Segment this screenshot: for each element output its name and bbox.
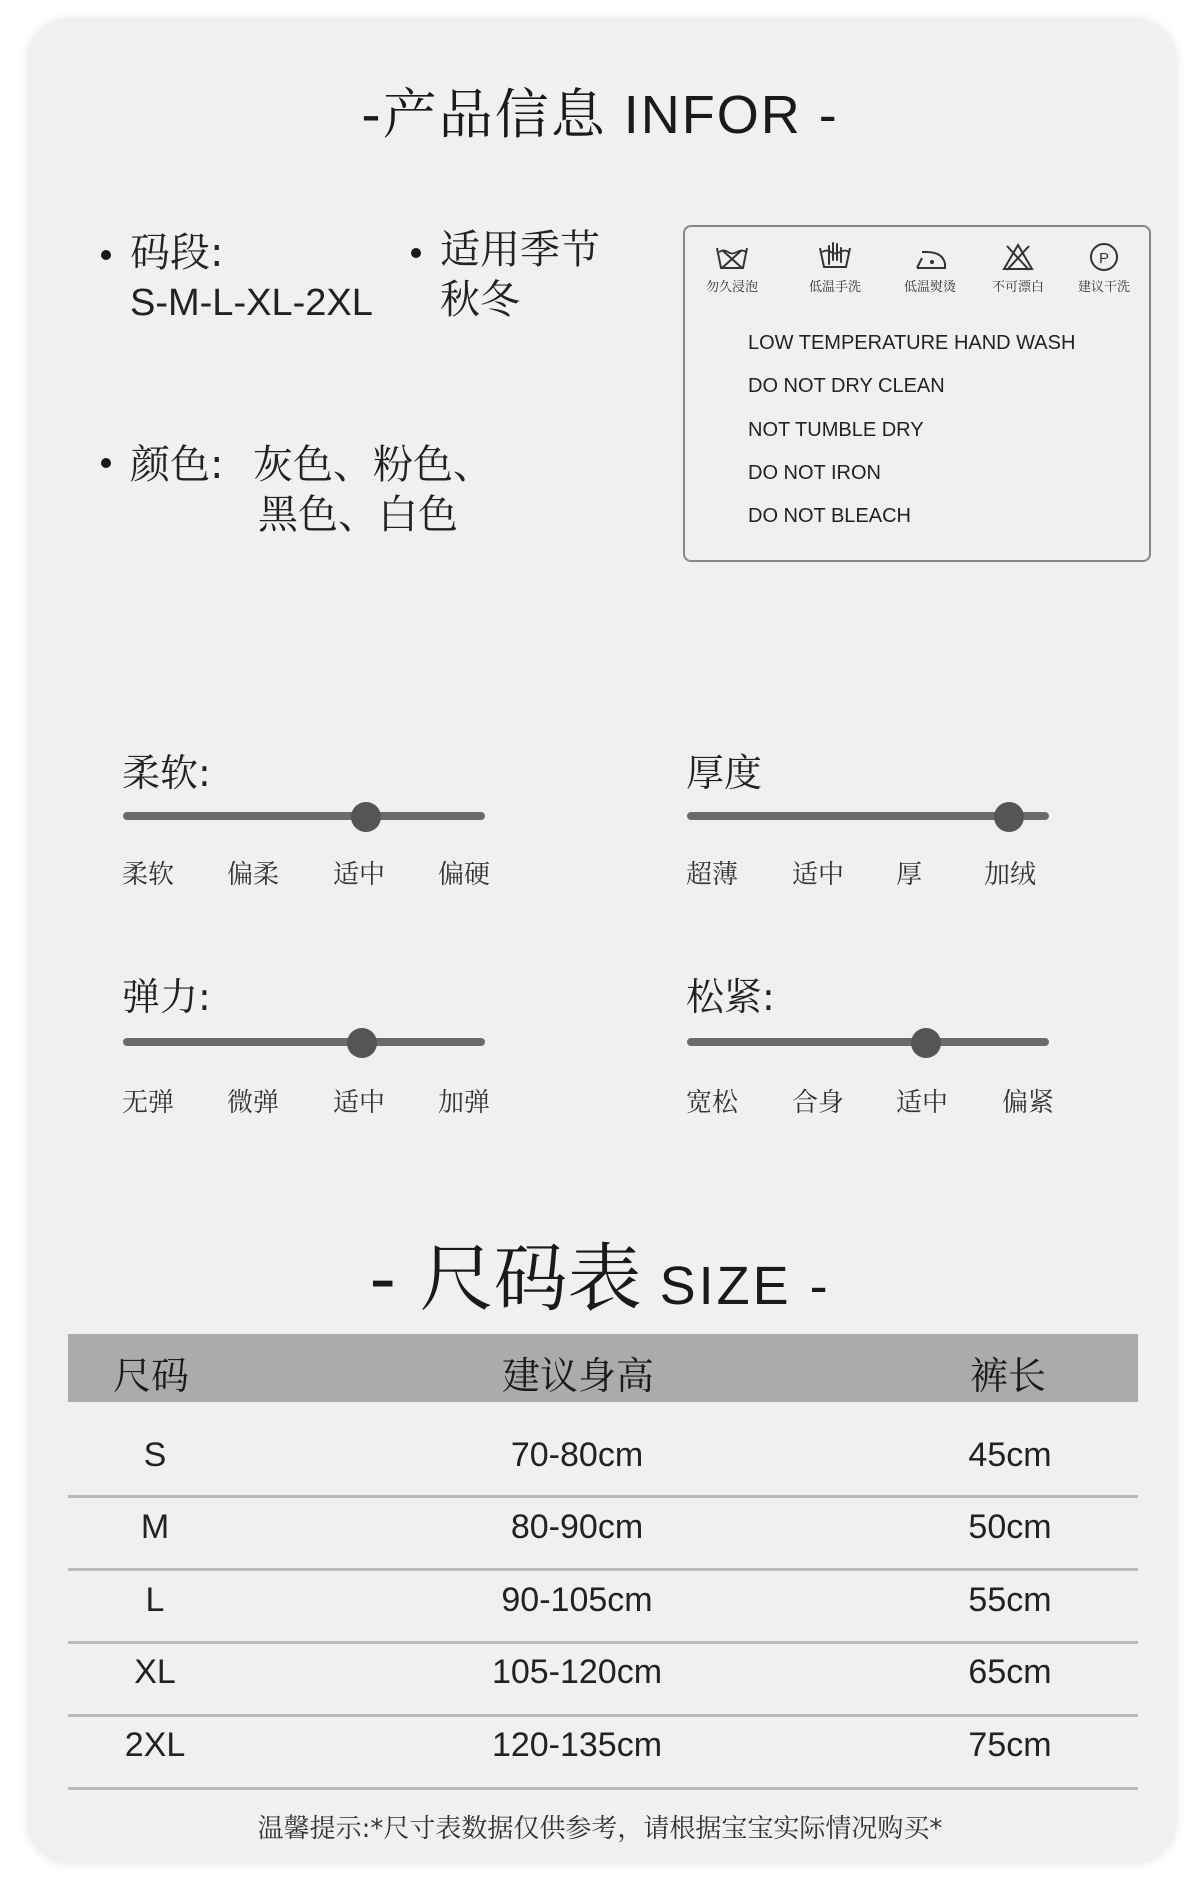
size-chart-title xyxy=(0,1220,1200,1326)
care-line-no-bleach: DO NOT BLEACH xyxy=(748,505,911,527)
table-cell-length: 75cm xyxy=(968,1726,1052,1764)
table-cell-size: M xyxy=(140,1508,170,1546)
iron-low-temp-icon xyxy=(914,244,948,274)
size-range-label: 码段: xyxy=(130,230,224,276)
tightness-title: 松紧: xyxy=(686,975,775,1019)
elasticity-knob xyxy=(347,1028,377,1058)
softness-title: 柔软: xyxy=(122,751,211,795)
tightness-tick: 适中 xyxy=(896,1088,949,1118)
do-not-bleach-icon xyxy=(1001,242,1035,272)
dry-clean-p-icon xyxy=(1087,242,1121,272)
row-divider xyxy=(68,1641,1138,1644)
table-cell-size: 2XL xyxy=(124,1726,186,1764)
table-cell-size: XL xyxy=(134,1653,176,1691)
row-divider xyxy=(68,1495,1138,1498)
hand-wash-low-temp-icon xyxy=(818,240,852,270)
table-cell-height: 120-135cm xyxy=(491,1726,663,1764)
title-cn: -产品信息 xyxy=(361,83,607,146)
softness-tick: 偏硬 xyxy=(438,860,491,890)
row-divider xyxy=(68,1787,1138,1790)
softness-tick: 适中 xyxy=(333,860,386,890)
size-chart-title-en: SIZE - xyxy=(641,1256,831,1316)
tightness-knob xyxy=(911,1028,941,1058)
bullet-dot xyxy=(101,250,111,260)
care-icon-label: 建议干洗 xyxy=(1077,280,1130,295)
care-line-no-dry-clean: DO NOT DRY CLEAN xyxy=(748,375,945,397)
elasticity-tick: 微弹 xyxy=(227,1088,280,1118)
care-line-hand-wash: LOW TEMPERATURE HAND WASH xyxy=(748,332,1076,354)
color-label: 颜色: xyxy=(130,442,224,488)
bullet-dot xyxy=(411,248,421,258)
table-cell-length: 50cm xyxy=(968,1508,1052,1546)
do-not-soak-icon xyxy=(715,242,749,272)
thickness-title: 厚度 xyxy=(686,751,763,795)
season-label: 适用季节 xyxy=(440,227,600,273)
thickness-tick: 适中 xyxy=(792,860,845,890)
size-range-value: S-M-L-XL-2XL xyxy=(130,282,373,324)
header-size: 尺码 xyxy=(113,1354,190,1398)
tightness-tick: 偏紧 xyxy=(1002,1088,1055,1118)
elasticity-tick: 加弹 xyxy=(438,1088,491,1118)
table-cell-height: 80-90cm xyxy=(510,1508,644,1546)
season-value: 秋冬 xyxy=(440,277,520,323)
size-chart-title-cn: - 尺码表 xyxy=(369,1236,642,1322)
svg-text:P: P xyxy=(1098,250,1110,267)
table-cell-height: 90-105cm xyxy=(501,1581,653,1619)
table-cell-height: 105-120cm xyxy=(491,1653,663,1691)
care-icon-label: 不可漂白 xyxy=(991,280,1044,295)
tightness-track xyxy=(687,1038,1049,1046)
elasticity-title: 弹力: xyxy=(122,975,211,1019)
softness-track xyxy=(123,812,485,820)
care-icon-label: 低温熨烫 xyxy=(903,280,956,295)
thickness-tick: 超薄 xyxy=(686,860,739,890)
softness-knob xyxy=(351,802,381,832)
color-values-line1: 灰色、粉色、 xyxy=(253,442,493,488)
size-note: 温馨提示:*尺寸表数据仅供参考，请根据宝宝实际情况购买* xyxy=(257,1814,943,1844)
header-height: 建议身高 xyxy=(502,1354,655,1398)
table-cell-length: 65cm xyxy=(968,1653,1052,1691)
thickness-knob xyxy=(994,802,1024,832)
table-cell-length: 45cm xyxy=(968,1436,1052,1474)
table-cell-size: L xyxy=(145,1581,165,1619)
row-divider xyxy=(68,1714,1138,1717)
thickness-tick: 厚 xyxy=(896,860,923,890)
elasticity-tick: 适中 xyxy=(333,1088,386,1118)
softness-tick: 柔软 xyxy=(122,860,175,890)
elasticity-tick: 无弹 xyxy=(122,1088,175,1118)
care-line-no-iron: DO NOT IRON xyxy=(748,462,881,484)
color-values-line2: 黑色、白色 xyxy=(258,492,458,538)
product-info-title xyxy=(0,72,1200,149)
elasticity-track xyxy=(123,1038,485,1046)
care-line-no-tumble-dry: NOT TUMBLE DRY xyxy=(748,419,924,441)
tightness-tick: 合身 xyxy=(792,1088,845,1118)
thickness-tick: 加绒 xyxy=(984,860,1037,890)
tightness-tick: 宽松 xyxy=(686,1088,739,1118)
care-icon-label: 低温手洗 xyxy=(808,280,861,295)
table-cell-size: S xyxy=(143,1436,167,1474)
title-en: INFOR - xyxy=(606,85,839,145)
care-icon-label: 勿久浸泡 xyxy=(705,280,758,295)
table-cell-length: 55cm xyxy=(968,1581,1052,1619)
header-length: 裤长 xyxy=(970,1354,1047,1398)
table-cell-height: 70-80cm xyxy=(510,1436,644,1474)
softness-tick: 偏柔 xyxy=(227,860,280,890)
bullet-dot xyxy=(101,458,111,468)
row-divider xyxy=(68,1568,1138,1571)
